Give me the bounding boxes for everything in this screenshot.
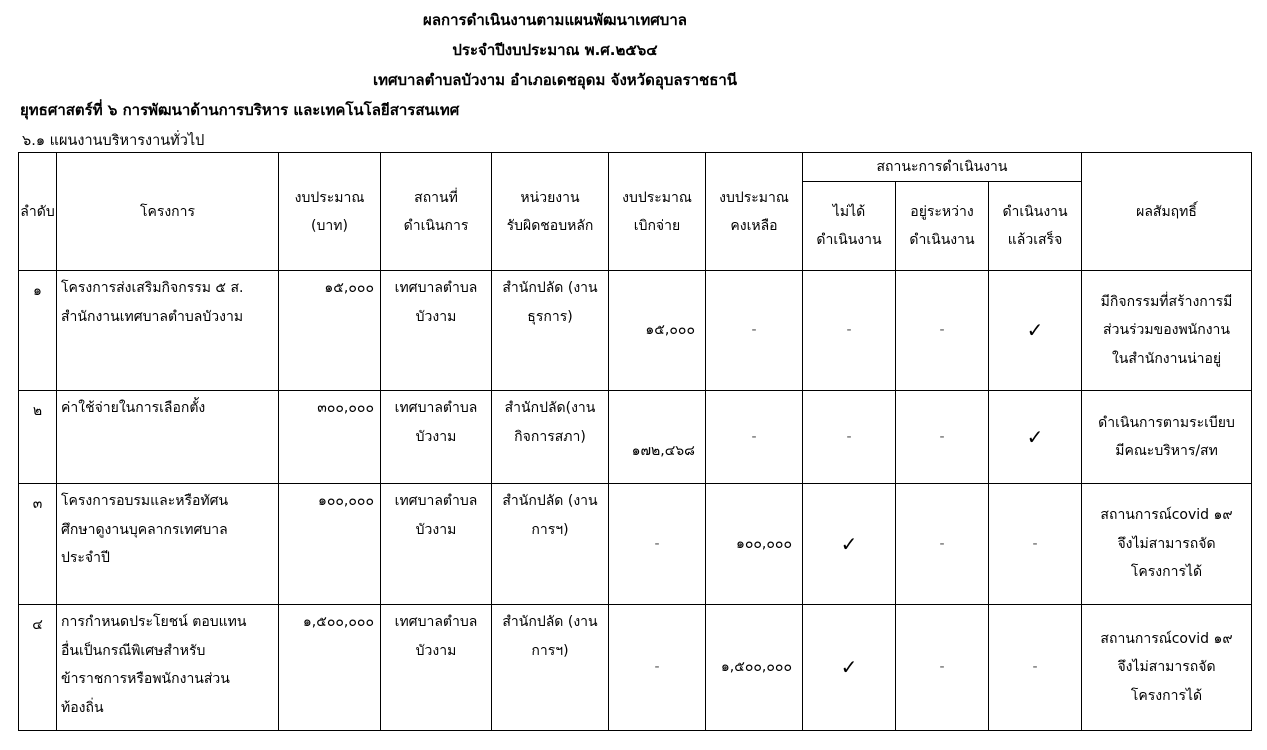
row-no: ๔ <box>19 605 57 731</box>
strategy-heading: ยุทธศาสตร์ที่ ๖ การพัฒนาด้านการบริหาร และเทคโนโลยีสารสนเทศ <box>20 101 460 119</box>
row-result: ดำเนินการตามระเบียบ มีคณะบริหาร/สท <box>1082 391 1252 484</box>
header-project: โครงการ <box>57 153 279 271</box>
row-spent: ๑๕,๐๐๐ <box>609 271 706 391</box>
table-row <box>19 484 1252 605</box>
performance-table <box>18 152 1252 731</box>
header-status-not: ไม่ได้ ดำเนินงาน <box>803 182 896 271</box>
table-row <box>19 605 1252 731</box>
row-project: ค่าใช้จ่ายในการเลือกตั้ง <box>57 391 279 484</box>
row-status-progress: - <box>896 484 989 605</box>
row-unit: สำนักปลัด(งาน กิจการสภา) <box>492 391 609 484</box>
row-project: การกำหนดประโยชน์ ตอบแทน อื่นเป็นกรณีพิเศษสำหรับ ข้าราชการหรือพนักงานส่วน ท้องถิ่น <box>57 605 279 731</box>
row-status-not-check-icon: ✓ <box>803 605 896 731</box>
row-result: สถานการณ์covid ๑๙ จึงไม่สามารถจัด โครงการได้ <box>1082 484 1252 605</box>
fiscal-year-title: ประจำปีงบประมาณ พ.ศ.๒๕๖๔ <box>452 41 658 59</box>
row-result: สถานการณ์covid ๑๙ จึงไม่สามารถจัด โครงการได้ <box>1082 605 1252 731</box>
municipality-title: เทศบาลตำบลบัวงาม อำเภอเดชอุดม จังหวัดอุบลราชธานี <box>372 71 738 89</box>
header-status-done: ดำเนินงาน แล้วเสร็จ <box>989 182 1082 271</box>
row-place: เทศบาลตำบล บัวงาม <box>381 484 492 605</box>
row-place: เทศบาลตำบล บัวงาม <box>381 271 492 391</box>
row-status-done: - <box>989 605 1082 731</box>
row-status-done-check-icon: ✓ <box>989 271 1082 391</box>
row-remain: ๑๐๐,๐๐๐ <box>706 484 803 605</box>
row-result: มีกิจกรรมที่สร้างการมี ส่วนร่วมของพนักงาน ในสำนักงานน่าอยู่ <box>1082 271 1252 391</box>
row-remain: - <box>706 271 803 391</box>
row-place: เทศบาลตำบล บัวงาม <box>381 605 492 731</box>
row-status-not: - <box>803 271 896 391</box>
row-remain: - <box>706 391 803 484</box>
report-title: ผลการดำเนินงานตามแผนพัฒนาเทศบาล <box>423 11 687 29</box>
row-budget: ๓๐๐,๐๐๐ <box>279 391 381 484</box>
row-no: ๒ <box>19 391 57 484</box>
header-budget: งบประมาณ (บาท) <box>279 153 381 271</box>
row-status-done-check-icon: ✓ <box>989 391 1082 484</box>
row-remain: ๑,๕๐๐,๐๐๐ <box>706 605 803 731</box>
header-no: ลำดับ <box>19 153 57 271</box>
row-status-progress: - <box>896 391 989 484</box>
row-status-progress: - <box>896 605 989 731</box>
row-budget: ๑๕,๐๐๐ <box>279 271 381 391</box>
row-budget: ๑๐๐,๐๐๐ <box>279 484 381 605</box>
row-unit: สำนักปลัด (งาน การฯ) <box>492 605 609 731</box>
row-status-progress: - <box>896 271 989 391</box>
row-spent: - <box>609 605 706 731</box>
row-unit: สำนักปลัด (งาน ธุรการ) <box>492 271 609 391</box>
row-spent: - <box>609 484 706 605</box>
header-status-progress: อยู่ระหว่าง ดำเนินงาน <box>896 182 989 271</box>
header-place: สถานที่ ดำเนินการ <box>381 153 492 271</box>
row-no: ๓ <box>19 484 57 605</box>
row-spent: ๑๗๒,๔๖๘ <box>609 391 706 484</box>
row-status-not: - <box>803 391 896 484</box>
header-spent: งบประมาณ เบิกจ่าย <box>609 153 706 271</box>
row-budget: ๑,๕๐๐,๐๐๐ <box>279 605 381 731</box>
header-result: ผลสัมฤทธิ์ <box>1082 153 1252 271</box>
plan-heading: ๖.๑ แผนงานบริหารงานทั่วไป <box>22 133 205 149</box>
header-remain: งบประมาณ คงเหลือ <box>706 153 803 271</box>
table-row <box>19 391 1252 484</box>
row-status-done: - <box>989 484 1082 605</box>
row-no: ๑ <box>19 271 57 391</box>
row-status-not-check-icon: ✓ <box>803 484 896 605</box>
row-project: โครงการอบรมและหรือทัศน ศึกษาดูงานบุคลากรเทศบาล ประจำปี <box>57 484 279 605</box>
row-place: เทศบาลตำบล บัวงาม <box>381 391 492 484</box>
header-status-group: สถานะการดำเนินงาน <box>803 153 1082 182</box>
row-project: โครงการส่งเสริมกิจกรรม ๕ ส. สำนักงานเทศบาลตำบลบัวงาม <box>57 271 279 391</box>
table-row <box>19 271 1252 391</box>
row-unit: สำนักปลัด (งาน การฯ) <box>492 484 609 605</box>
header-unit: หน่วยงาน รับผิดชอบหลัก <box>492 153 609 271</box>
